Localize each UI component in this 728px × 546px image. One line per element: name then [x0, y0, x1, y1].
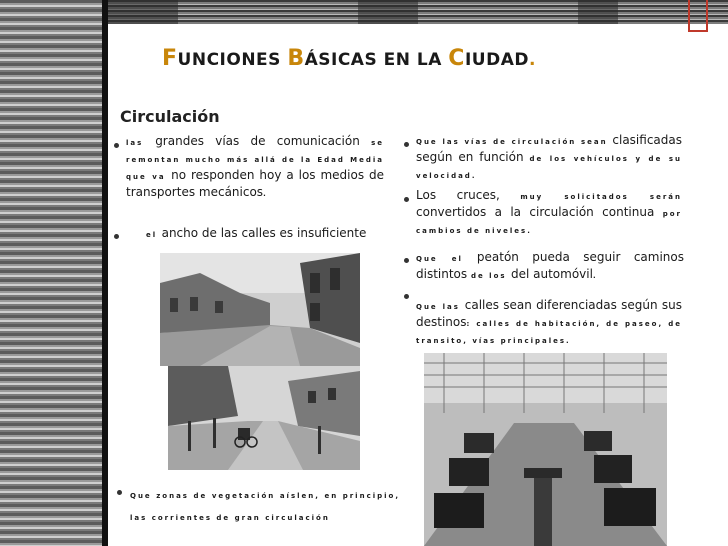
bullet-text-run: peatón pueda seguir caminos distintos: [416, 250, 684, 281]
bullet-text-run: Que las vías de circulación sean: [416, 138, 613, 146]
street-photo: [160, 253, 360, 366]
bullet-text-run: del automóvil: [510, 267, 593, 281]
left-bullet-2: [146, 226, 386, 243]
title-word: UNCIONES: [177, 50, 288, 70]
bullet-text-run: el: [146, 231, 162, 239]
left-bullet-3: [130, 484, 400, 528]
bullet-text-run: de los vehículos y de su velocidad.: [416, 155, 682, 180]
right-bullet-1: [416, 133, 682, 184]
title-word: ÁSICAS EN LA: [304, 50, 449, 70]
bullet-text-run: de los: [470, 272, 511, 280]
red-horizontal-line: [688, 30, 708, 32]
top-decorative-bar: [108, 0, 728, 24]
right-bullet-3: [416, 250, 684, 284]
bullet-text-run: : calles de habitación, de paseo, de transito, vías principales.: [416, 320, 682, 345]
left-decorative-band: [0, 0, 108, 546]
title-initial: C: [448, 46, 465, 71]
bullet-text-run: Que el: [416, 255, 477, 263]
slide-title: [162, 46, 536, 71]
bullet-text-run: convertidos a la circulación continua: [416, 205, 663, 219]
bullet-text-run: se remontan mucho más allá de la Edad Media que va: [126, 139, 384, 181]
right-bullet-4: [416, 298, 682, 349]
bullet-marker: [117, 490, 122, 495]
bullet-text-run: muy solicitados serán: [520, 193, 682, 201]
red-vertical-line-2: [706, 0, 708, 32]
left-bullet-1: [126, 134, 384, 202]
car-factory-photo: [424, 353, 667, 546]
title-initial: F: [162, 46, 178, 71]
tree-lined-avenue-photo: [168, 366, 360, 470]
bullet-marker: [114, 143, 119, 148]
bullet-text-run: grandes vías de comunicación: [155, 134, 372, 148]
bullet-text-run: calles sean diferenciadas según sus destinos: [416, 298, 682, 329]
bullet-marker: [114, 234, 119, 239]
bullet-marker: [404, 258, 409, 263]
bullet-marker: [404, 294, 409, 299]
bullet-text-run: Que las: [416, 303, 465, 311]
bullet-text-run: Que zonas de vegetación aíslen, en principio, las corrientes de gran circulación: [130, 492, 400, 522]
bullet-marker: [404, 197, 409, 202]
red-vertical-line-1: [688, 0, 690, 32]
right-bullet-2: [416, 188, 682, 239]
title-initial: B: [287, 46, 305, 71]
title-word: IUDAD: [464, 50, 529, 70]
bullet-text-run: por cambios de niveles.: [416, 210, 682, 235]
bullet-text-run: .: [263, 190, 268, 198]
bullet-text-run: no responden hoy a los medios de transportes mecánicos: [126, 168, 384, 199]
bullet-text-run: clasificadas según en función: [416, 133, 682, 164]
bullet-text-run: .: [592, 272, 598, 280]
section-title: Circulación: [120, 107, 220, 126]
bullet-marker: [404, 142, 409, 147]
bullet-text-run: las: [126, 139, 156, 147]
title-end: .: [528, 50, 536, 70]
bullet-text-run: Los cruces,: [416, 188, 521, 202]
bullet-text-run: ancho de las calles es insuficiente: [161, 226, 367, 240]
